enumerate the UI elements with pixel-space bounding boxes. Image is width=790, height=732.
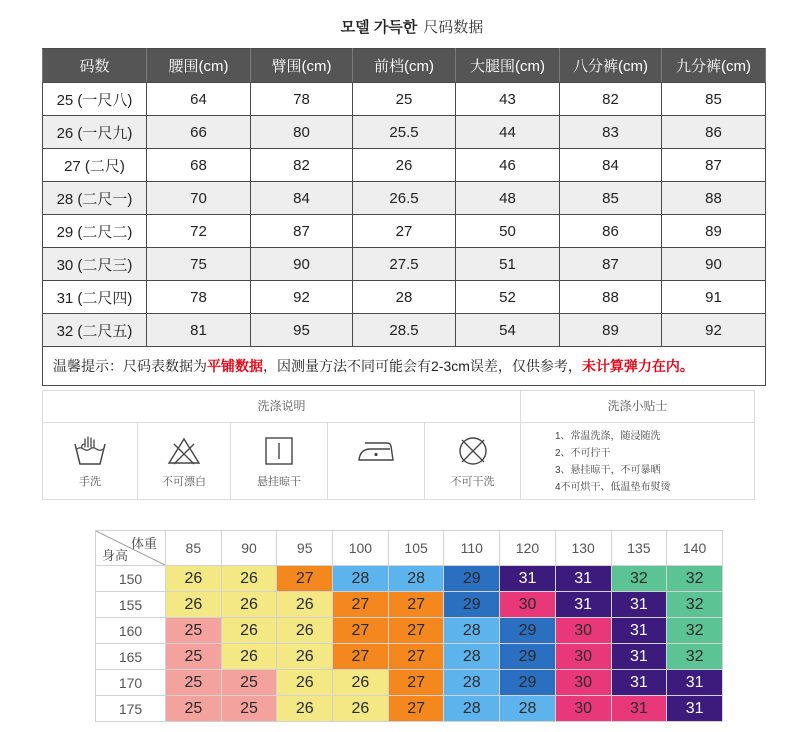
size-cell: 32 <box>611 566 667 592</box>
size-cell: 26 <box>277 618 333 644</box>
size-row <box>43 149 766 182</box>
measurement-cell: 88 <box>560 281 662 314</box>
care-symbol-iron <box>328 423 425 499</box>
size-cell: 27 <box>277 566 333 592</box>
measurement-cell: 25 <box>353 83 456 116</box>
measurement-cell: 54 <box>456 314 560 347</box>
care-symbol-hang-dry <box>231 423 328 499</box>
measurement-cell: 84 <box>560 149 662 182</box>
size-cell: 31 <box>667 670 723 696</box>
note-highlight-no-stretch: 未计算弹力在内。 <box>581 358 694 374</box>
care-tip: 2、不可拧干 <box>555 448 611 459</box>
size-cell: 31 <box>611 670 667 696</box>
measurement-cell: 91 <box>662 281 766 314</box>
size-cell: 26 <box>221 644 277 670</box>
measurement-cell: 92 <box>251 281 353 314</box>
care-label-no-bleach: 不可漂白 <box>162 476 206 488</box>
size-row <box>43 215 766 248</box>
height-label: 165 <box>96 644 166 670</box>
size-cell: 32 <box>667 566 723 592</box>
measurement-cell: 92 <box>662 314 766 347</box>
size-cell: 28 <box>444 644 500 670</box>
size-cell: 31 <box>555 566 611 592</box>
column-header: 腰围(cm) <box>147 49 251 83</box>
size-cell: 26 <box>221 592 277 618</box>
measurement-cell: 46 <box>456 149 560 182</box>
size-cell: 27 <box>333 644 389 670</box>
size-cell: 26 <box>277 696 333 722</box>
measurement-cell: 27.5 <box>353 248 456 281</box>
care-tip: 1、常温洗涤，随浸随洗 <box>555 431 661 442</box>
size-cell: 30 <box>555 696 611 722</box>
measurement-cell: 83 <box>560 116 662 149</box>
size-cell: 32 <box>667 644 723 670</box>
iron-low-heat-icon <box>356 435 396 467</box>
weight-header: 120 <box>500 531 556 566</box>
measurement-cell: 48 <box>456 182 560 215</box>
size-cell: 26 <box>221 618 277 644</box>
size-cell: 25 <box>221 670 277 696</box>
care-symbol-no-dry-clean <box>425 423 521 499</box>
size-cell: 27 <box>333 618 389 644</box>
weight-header: 100 <box>333 531 389 566</box>
size-cell: 28 <box>388 566 444 592</box>
measurement-cell: 25.5 <box>353 116 456 149</box>
height-weight-size-grid <box>95 530 723 722</box>
height-label: 150 <box>96 566 166 592</box>
measurement-cell: 82 <box>251 149 353 182</box>
note-text-2: ，因测量方法不同可能会有2-3cm误差，仅供参考， <box>263 358 582 374</box>
size-cell: 29 <box>444 592 500 618</box>
measurement-cell: 75 <box>147 248 251 281</box>
size-label: 28 (二尺一) <box>43 182 147 215</box>
height-label: 160 <box>96 618 166 644</box>
size-cell: 26 <box>277 670 333 696</box>
note-highlight-flat-data: 平铺数据 <box>207 358 263 374</box>
weight-header: 135 <box>611 531 667 566</box>
measurement-cell: 90 <box>251 248 353 281</box>
column-header: 八分裤(cm) <box>560 49 662 83</box>
care-title: 洗涤说明 <box>43 391 521 422</box>
height-label: 175 <box>96 696 166 722</box>
size-cell: 26 <box>277 592 333 618</box>
care-tips-list <box>521 423 754 499</box>
care-tip: 3、悬挂晾干，不可暴晒 <box>555 465 661 476</box>
measurement-cell: 90 <box>662 248 766 281</box>
size-cell: 25 <box>166 618 222 644</box>
size-cell: 30 <box>500 592 556 618</box>
measurement-cell: 78 <box>251 83 353 116</box>
size-cell: 28 <box>500 696 556 722</box>
title-size-data-text: 尺码数据 <box>423 19 484 36</box>
care-header-row <box>43 391 754 423</box>
no-bleach-icon <box>167 435 201 467</box>
measurement-cell: 78 <box>147 281 251 314</box>
height-label: 155 <box>96 592 166 618</box>
measurement-cell: 89 <box>662 215 766 248</box>
measurement-cell: 86 <box>662 116 766 149</box>
column-header: 九分裤(cm) <box>662 49 766 83</box>
measurement-cell: 44 <box>456 116 560 149</box>
measurement-cell: 50 <box>456 215 560 248</box>
measurement-cell: 26 <box>353 149 456 182</box>
size-label: 30 (二尺三) <box>43 248 147 281</box>
care-label-hang-dry: 悬挂晾干 <box>257 476 301 488</box>
measurement-cell: 82 <box>560 83 662 116</box>
grid-row <box>96 618 723 644</box>
weight-header: 95 <box>277 531 333 566</box>
size-cell: 28 <box>444 618 500 644</box>
grid-header-row <box>96 531 723 566</box>
size-cell: 29 <box>500 644 556 670</box>
size-cell: 26 <box>333 696 389 722</box>
size-note <box>43 347 766 386</box>
size-cell: 27 <box>388 670 444 696</box>
hand-wash-icon <box>72 435 108 467</box>
size-cell: 31 <box>555 592 611 618</box>
size-cell: 29 <box>500 670 556 696</box>
size-row <box>43 182 766 215</box>
size-cell: 30 <box>555 618 611 644</box>
grid-body <box>96 566 723 722</box>
size-cell: 31 <box>611 696 667 722</box>
grid-row <box>96 696 723 722</box>
size-row <box>43 83 766 116</box>
size-row <box>43 116 766 149</box>
size-table-body <box>43 83 766 347</box>
weight-header: 130 <box>555 531 611 566</box>
size-label: 25 (一尺八) <box>43 83 147 116</box>
size-cell: 28 <box>444 696 500 722</box>
size-label: 29 (二尺二) <box>43 215 147 248</box>
measurement-cell: 72 <box>147 215 251 248</box>
size-cell: 28 <box>444 670 500 696</box>
size-cell: 29 <box>444 566 500 592</box>
weight-header: 105 <box>388 531 444 566</box>
measurement-cell: 87 <box>560 248 662 281</box>
column-header: 臂围(cm) <box>251 49 353 83</box>
size-cell: 30 <box>555 644 611 670</box>
measurement-cell: 52 <box>456 281 560 314</box>
measurement-cell: 86 <box>560 215 662 248</box>
size-label: 26 (一尺九) <box>43 116 147 149</box>
size-cell: 30 <box>555 670 611 696</box>
weight-header: 110 <box>444 531 500 566</box>
column-header: 前档(cm) <box>353 49 456 83</box>
care-body <box>43 423 754 499</box>
height-label: 170 <box>96 670 166 696</box>
care-tip: 4不可烘干、低温垫布熨烫 <box>555 482 671 493</box>
size-cell: 28 <box>333 566 389 592</box>
weight-header: 90 <box>221 531 277 566</box>
size-cell: 31 <box>667 696 723 722</box>
size-cell: 26 <box>333 670 389 696</box>
care-instructions <box>42 390 755 500</box>
grid-row <box>96 644 723 670</box>
size-cell: 31 <box>500 566 556 592</box>
measurement-cell: 85 <box>560 182 662 215</box>
page-title <box>40 17 784 39</box>
measurement-cell: 87 <box>251 215 353 248</box>
measurement-cell: 27 <box>353 215 456 248</box>
size-cell: 25 <box>166 644 222 670</box>
size-cell: 25 <box>221 696 277 722</box>
grid-corner-cell <box>96 531 166 566</box>
size-cell: 31 <box>611 592 667 618</box>
size-cell: 29 <box>500 618 556 644</box>
size-measurement-table <box>42 48 766 386</box>
height-axis-label: 身高 <box>102 548 129 563</box>
size-row <box>43 248 766 281</box>
size-cell: 26 <box>166 566 222 592</box>
title-model-text: 모델 가득한 <box>340 19 418 36</box>
measurement-cell: 85 <box>662 83 766 116</box>
measurement-cell: 80 <box>251 116 353 149</box>
no-dry-clean-icon <box>457 435 489 467</box>
column-header: 大腿围(cm) <box>456 49 560 83</box>
care-symbol-no-bleach <box>138 423 231 499</box>
hang-dry-icon <box>264 435 294 467</box>
size-row <box>43 281 766 314</box>
measurement-cell: 43 <box>456 83 560 116</box>
measurement-cell: 87 <box>662 149 766 182</box>
size-cell: 25 <box>166 696 222 722</box>
weight-axis-label: 体重 <box>130 536 157 551</box>
grid-row <box>96 566 723 592</box>
measurement-cell: 51 <box>456 248 560 281</box>
care-symbol-hand-wash <box>43 423 138 499</box>
care-label-hand-wash: 手洗 <box>79 476 101 488</box>
measurement-cell: 26.5 <box>353 182 456 215</box>
grid-row <box>96 592 723 618</box>
size-cell: 32 <box>667 618 723 644</box>
size-cell: 26 <box>277 644 333 670</box>
measurement-cell: 70 <box>147 182 251 215</box>
column-header: 码数 <box>43 49 147 83</box>
measurement-cell: 84 <box>251 182 353 215</box>
size-note-row <box>43 347 766 386</box>
size-cell: 27 <box>388 618 444 644</box>
size-cell: 32 <box>667 592 723 618</box>
size-label: 31 (二尺四) <box>43 281 147 314</box>
size-cell: 25 <box>166 670 222 696</box>
size-cell: 27 <box>388 696 444 722</box>
measurement-cell: 68 <box>147 149 251 182</box>
care-tips-title: 洗涤小贴士 <box>607 399 668 413</box>
measurement-cell: 28 <box>353 281 456 314</box>
measurement-cell: 28.5 <box>353 314 456 347</box>
size-label: 27 (二尺) <box>43 149 147 182</box>
size-cell: 26 <box>166 592 222 618</box>
note-text-1: 温馨提示：尺码表数据为 <box>53 358 207 374</box>
grid-row <box>96 670 723 696</box>
size-cell: 31 <box>611 618 667 644</box>
size-cell: 31 <box>611 644 667 670</box>
measurement-cell: 81 <box>147 314 251 347</box>
measurement-cell: 95 <box>251 314 353 347</box>
measurement-cell: 64 <box>147 83 251 116</box>
measurement-cell: 88 <box>662 182 766 215</box>
size-cell: 27 <box>388 644 444 670</box>
measurement-cell: 89 <box>560 314 662 347</box>
weight-header: 140 <box>667 531 723 566</box>
size-row <box>43 314 766 347</box>
size-cell: 26 <box>221 566 277 592</box>
size-label: 32 (二尺五) <box>43 314 147 347</box>
size-cell: 27 <box>388 592 444 618</box>
size-cell: 27 <box>333 592 389 618</box>
measurement-cell: 66 <box>147 116 251 149</box>
size-table-header-row <box>43 49 766 83</box>
weight-header: 85 <box>166 531 222 566</box>
care-label-no-dry-clean: 不可干洗 <box>450 476 495 488</box>
